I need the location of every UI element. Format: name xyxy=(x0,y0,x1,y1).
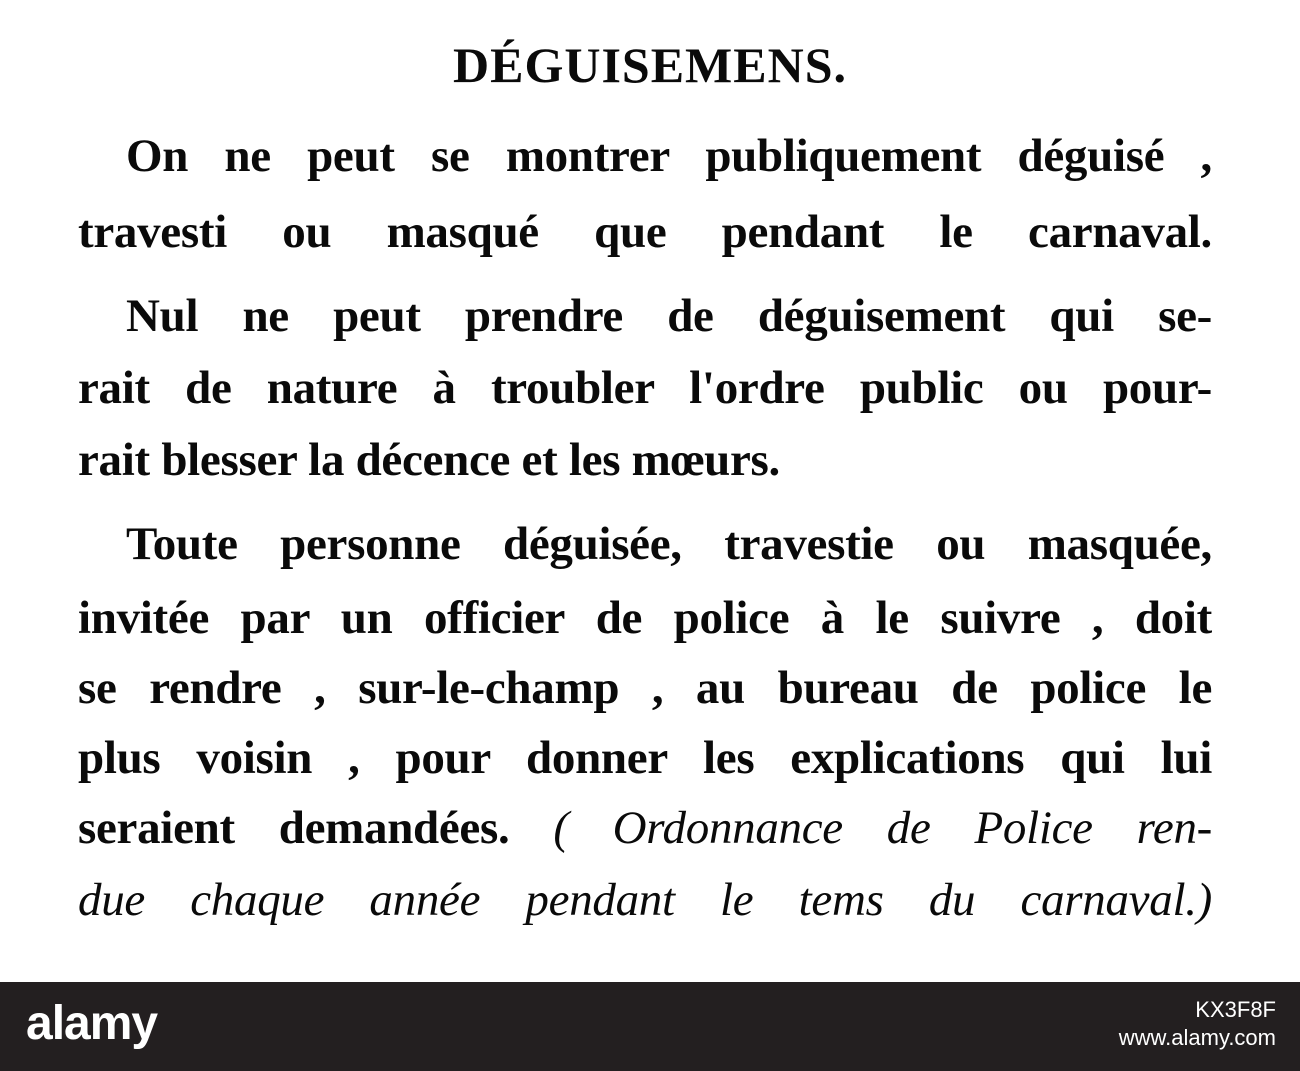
ordonnance-citation: ( Ordonnance de Police ren- xyxy=(553,802,1212,854)
watermark-footer-band xyxy=(0,982,1300,1071)
paragraph-3-line-3: se rendre , sur-le-champ , au bureau de police le xyxy=(78,662,1212,714)
watermark-site: www.alamy.com xyxy=(1118,1025,1276,1050)
paragraph-2-line-3: rait blesser la décence et les mœurs. xyxy=(78,434,780,486)
paragraph-1-line-2: travesti ou masqué que pendant le carnaval. xyxy=(78,206,1212,258)
watermark-logo: alamy xyxy=(26,997,158,1050)
paragraph-3-line-5 xyxy=(78,800,1212,856)
paragraph-2-line-2: rait de nature à troubler l'ordre public ou pour- xyxy=(78,362,1212,414)
paragraph-3-line-1: Toute personne déguisée, travestie ou masquée, xyxy=(126,518,1212,570)
paragraph-2-line-1: Nul ne peut prendre de déguisement qui se- xyxy=(126,290,1212,342)
paragraph-3-line-2: invitée par un officier de police à le suivre , doit xyxy=(78,592,1212,644)
paragraph-3-closing-citation: due chaque année pendant le tems du carnaval.) xyxy=(78,874,1212,926)
watermark-image-id: KX3F8F xyxy=(1195,997,1276,1022)
document-title: DÉGUISEMENS. xyxy=(452,37,848,93)
watermark-info xyxy=(1119,996,1276,1052)
paragraph-3-line-4: plus voisin , pour donner les explications qui lui xyxy=(78,732,1212,784)
paragraph-1-line-1: On ne peut se montrer publiquement déguisé , xyxy=(126,130,1212,182)
paragraph-3-line-5-plain: seraient demandées. xyxy=(78,802,554,854)
